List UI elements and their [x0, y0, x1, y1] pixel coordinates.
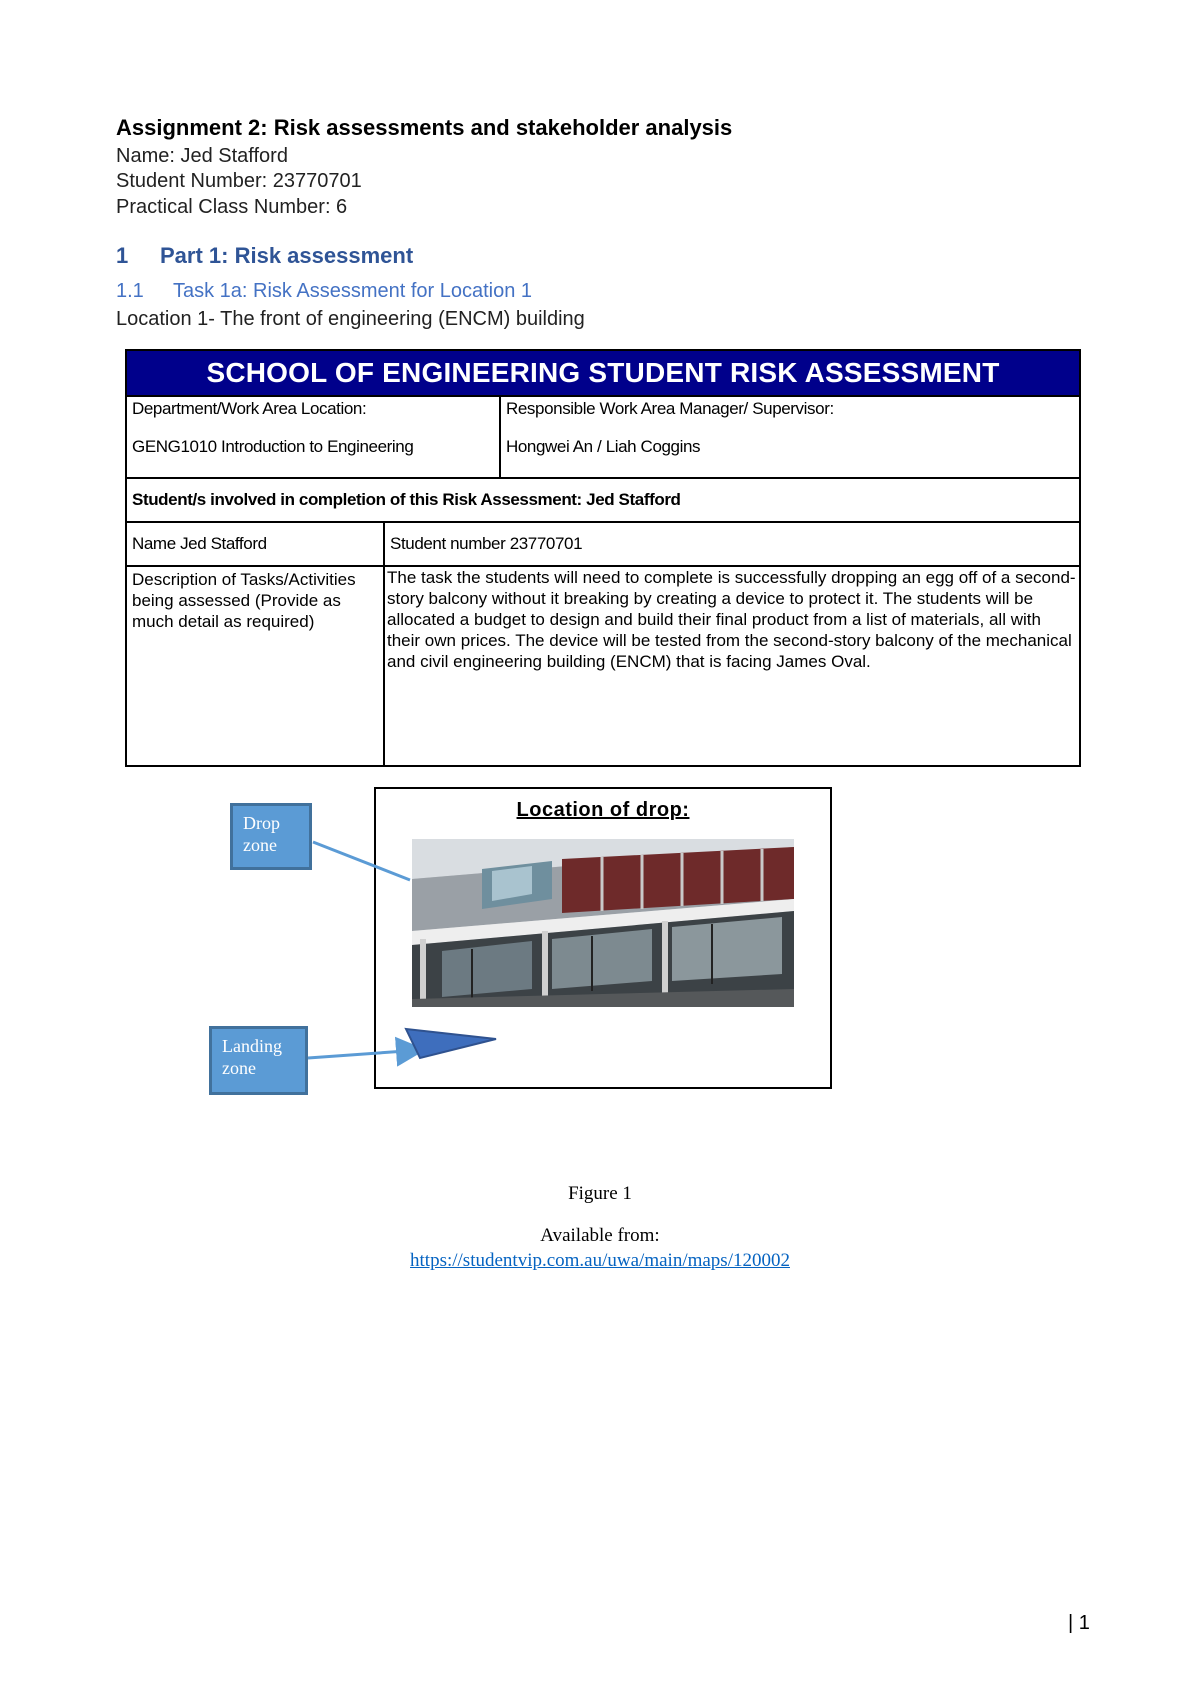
description-text: The task the students will need to complete is successfully dropping an egg off of a second-story balcony without it breaking by creating a device to protect it. The students will be allocated a budget to design and build their final product from a list of materials, all with their own prices. The device will be tested from the second-story balcony of the mechanical and civil engineering building (ENCM) that is facing James Oval. — [384, 566, 1080, 766]
figure-title: Location of drop: — [516, 799, 690, 821]
student-number-cell: Student number 23770701 — [384, 522, 1080, 566]
drop-zone-callout: Drop zone — [230, 803, 312, 870]
landing-zone-arrow — [308, 1050, 420, 1058]
table-banner: SCHOOL OF ENGINEERING STUDENT RISK ASSESSMENT — [126, 350, 1080, 396]
student-number: Student Number: 23770701 — [116, 170, 362, 192]
section-title: Part 1: Risk assessment — [160, 243, 414, 268]
manager-value: Hongwei An / Liah Coggins — [506, 437, 701, 456]
department-label: Department/Work Area Location: — [132, 399, 367, 418]
section-number: 1 — [116, 243, 129, 268]
subsection-number: 1.1 — [116, 280, 144, 302]
landing-zone-shape — [406, 1029, 496, 1058]
landing-zone-callout: Landing zone — [209, 1026, 308, 1095]
description-label: Description of Tasks/Activities being assessed (Provide as much detail as required) — [126, 566, 384, 766]
available-from: Available from: — [540, 1225, 660, 1246]
practical-class: Practical Class Number: 6 — [116, 196, 348, 218]
document-title: Assignment 2: Risk assessments and stakeholder analysis — [116, 115, 733, 140]
location-line: Location 1- The front of engineering (ENCM) building — [116, 308, 585, 330]
source-link-wrap — [0, 1250, 1200, 1272]
source-link[interactable]: https://studentvip.com.au/uwa/main/maps/120002 — [410, 1250, 790, 1271]
figure-caption: Figure 1 — [568, 1183, 632, 1204]
subsection-title: Task 1a: Risk Assessment for Location 1 — [173, 280, 533, 302]
department-value: GENG1010 Introduction to Engineering — [132, 437, 414, 456]
name-cell: Name Jed Stafford — [126, 522, 384, 566]
student-name: Name: Jed Stafford — [116, 145, 288, 167]
manager-label: Responsible Work Area Manager/ Supervisor: — [506, 399, 834, 418]
drop-zone-arrow — [313, 842, 410, 880]
students-involved: Student/s involved in completion of this Risk Assessment: Jed Stafford — [126, 478, 1080, 522]
page-number: | 1 — [1068, 1612, 1090, 1634]
